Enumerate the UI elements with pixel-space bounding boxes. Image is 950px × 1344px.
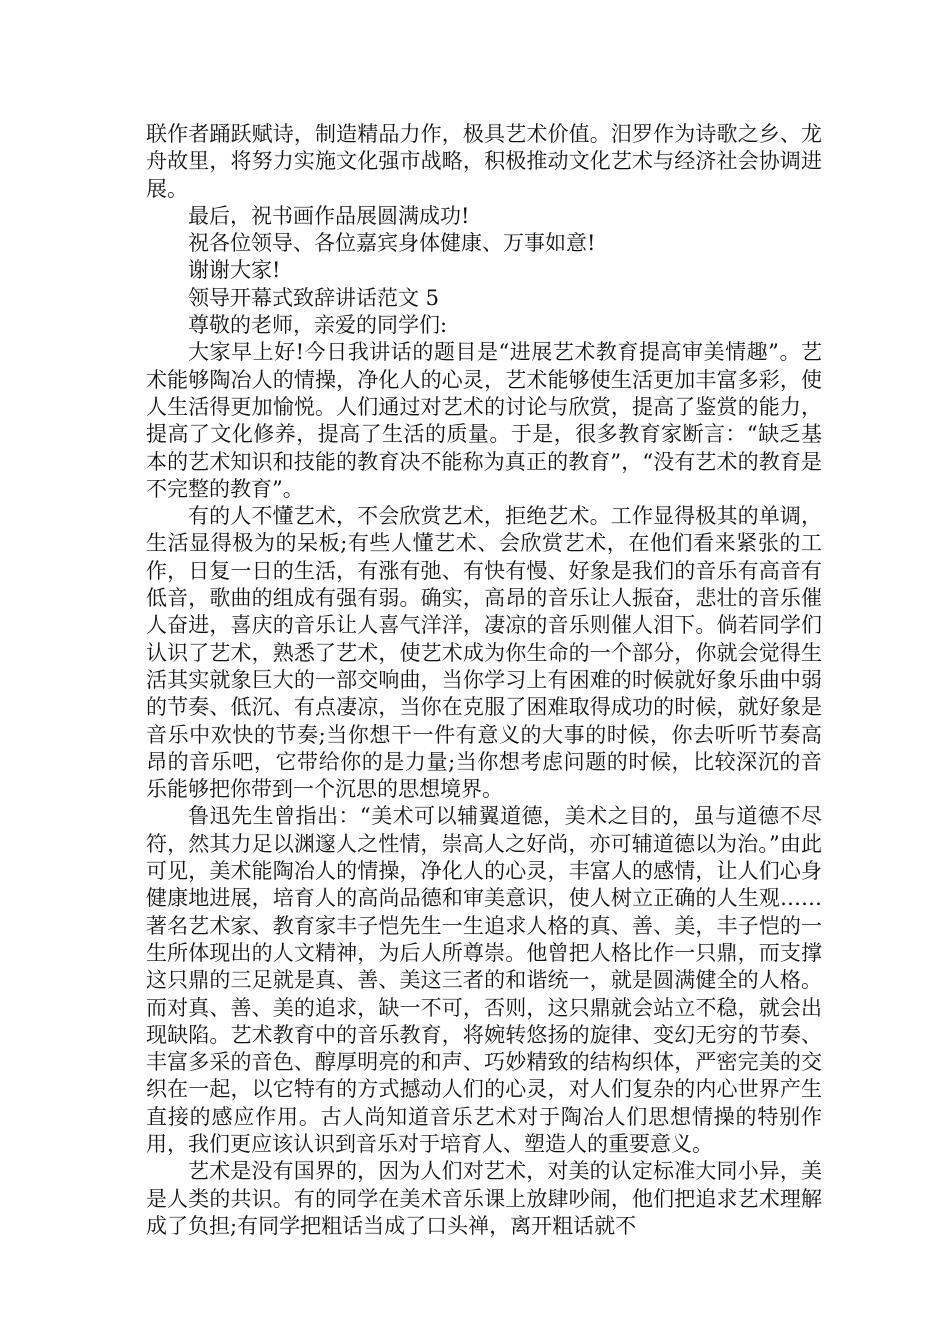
section-title: 领导开幕式致辞讲话范文 5 — [188, 285, 440, 310]
greeting: 尊敬的老师，亲爱的同学们: — [188, 313, 448, 338]
closing-line-2: 祝各位领导、各位嘉宾身体健康、万事如意! — [188, 231, 596, 256]
closing-line-1: 最后，祝书画作品展圆满成功! — [188, 203, 470, 228]
document-body — [146, 121, 822, 1240]
continued-paragraph: 联作者踊跃赋诗，制造精品力作，极具艺术价值。汨罗作为诗歌之乡、龙舟故里，将努力实施文化强市战略，积极推动文化艺术与经济社会协调进展。 — [146, 122, 822, 201]
paragraph-4: 艺术是没有国界的，因为人们对艺术，对美的认定标准大同小异，美是人类的共识。有的同学在美术音乐课上放肆吵闹，他们把追求艺术理解成了负担;有同学把粗话当成了口头禅，离开粗话就不 — [146, 1159, 822, 1238]
closing-line-3: 谢谢大家! — [188, 258, 281, 283]
paragraph-3: 鲁迅先生曾指出：“美术可以辅翼道德，美术之目的，虽与道德不尽符，然其力足以渊邃人之性情，崇高人之好尚，亦可辅道德以为治。”由此可见，美术能陶冶人的情操，净化人的心灵，丰富人的感情，让人们心身健康地进展，培育人的高尚品德和审美意识，使人树立正确的人生观……著名艺术家、教育家丰子恺先生一生追求人格的真、善、美，丰子恺的一生所体现出的人文精神，为后人所尊崇。他曾把人格比作一只鼎，而支撑这只鼎的三足就是真、善、美这三者的和谐统一，就是圆满健全的人格。而对真、善、美的追求，缺一不可，否则，这只鼎就会站立不稳，就会出现缺陷。艺术教育中的音乐教育，将婉转悠扬的旋律、变幻无穷的节奏、丰富多采的音色、醇厚明亮的和声、巧妙精致的结构织体，严密完美的交织在一起，以它特有的方式撼动人们的心灵，对人们复杂的内心世界产生直接的感应作用。古人尚知道音乐艺术对于陶冶人们思想情操的特别作用，我们更应该认识到音乐对于培育人、塑造人的重要意义。 — [146, 804, 822, 1156]
paragraph-2: 有的人不懂艺术，不会欣赏艺术，拒绝艺术。工作显得极其的单调，生活显得极为的呆板;有些人懂艺术、会欣赏艺术，在他们看来紧张的工作，日复一日的生活，有涨有弛、有快有慢、好象是我们的音乐有高音有低音，歌曲的组成有强有弱。确实，高昂的音乐让人振奋，悲壮的音乐催人奋进，喜庆的音乐让人喜气洋洋，凄凉的音乐则催人泪下。倘若同学们认识了艺术，熟悉了艺术，使艺术成为你生命的一个部分，你就会觉得生活其实就象巨大的一部交响曲，当你学习上有困难的时候就好象乐曲中弱的节奏、低沉、有点凄凉，当你在克服了困难取得成功的时候，就好象是音乐中欢快的节奏;当你想干一件有意义的大事的时候，你去听听节奏高昂的音乐吧，它带给你的是力量;当你想考虑问题的时候，比较深沉的音乐能够把你带到一个沉思的思想境界。 — [146, 504, 822, 802]
paragraph-1: 大家早上好!今日我讲话的题目是“进展艺术教育提高审美情趣”。艺术能够陶冶人的情操，净化人的心灵，艺术能够使生活更加丰富多彩，使人生活得更加愉悦。人们通过对艺术的讨论与欣赏，提高了鉴赏的能力，提高了文化修养，提高了生活的质量。于是，很多教育家断言：“缺乏基本的艺术知识和技能的教育决不能称为真正的教育”，“没有艺术的教育是不完整的教育”。 — [146, 340, 822, 501]
